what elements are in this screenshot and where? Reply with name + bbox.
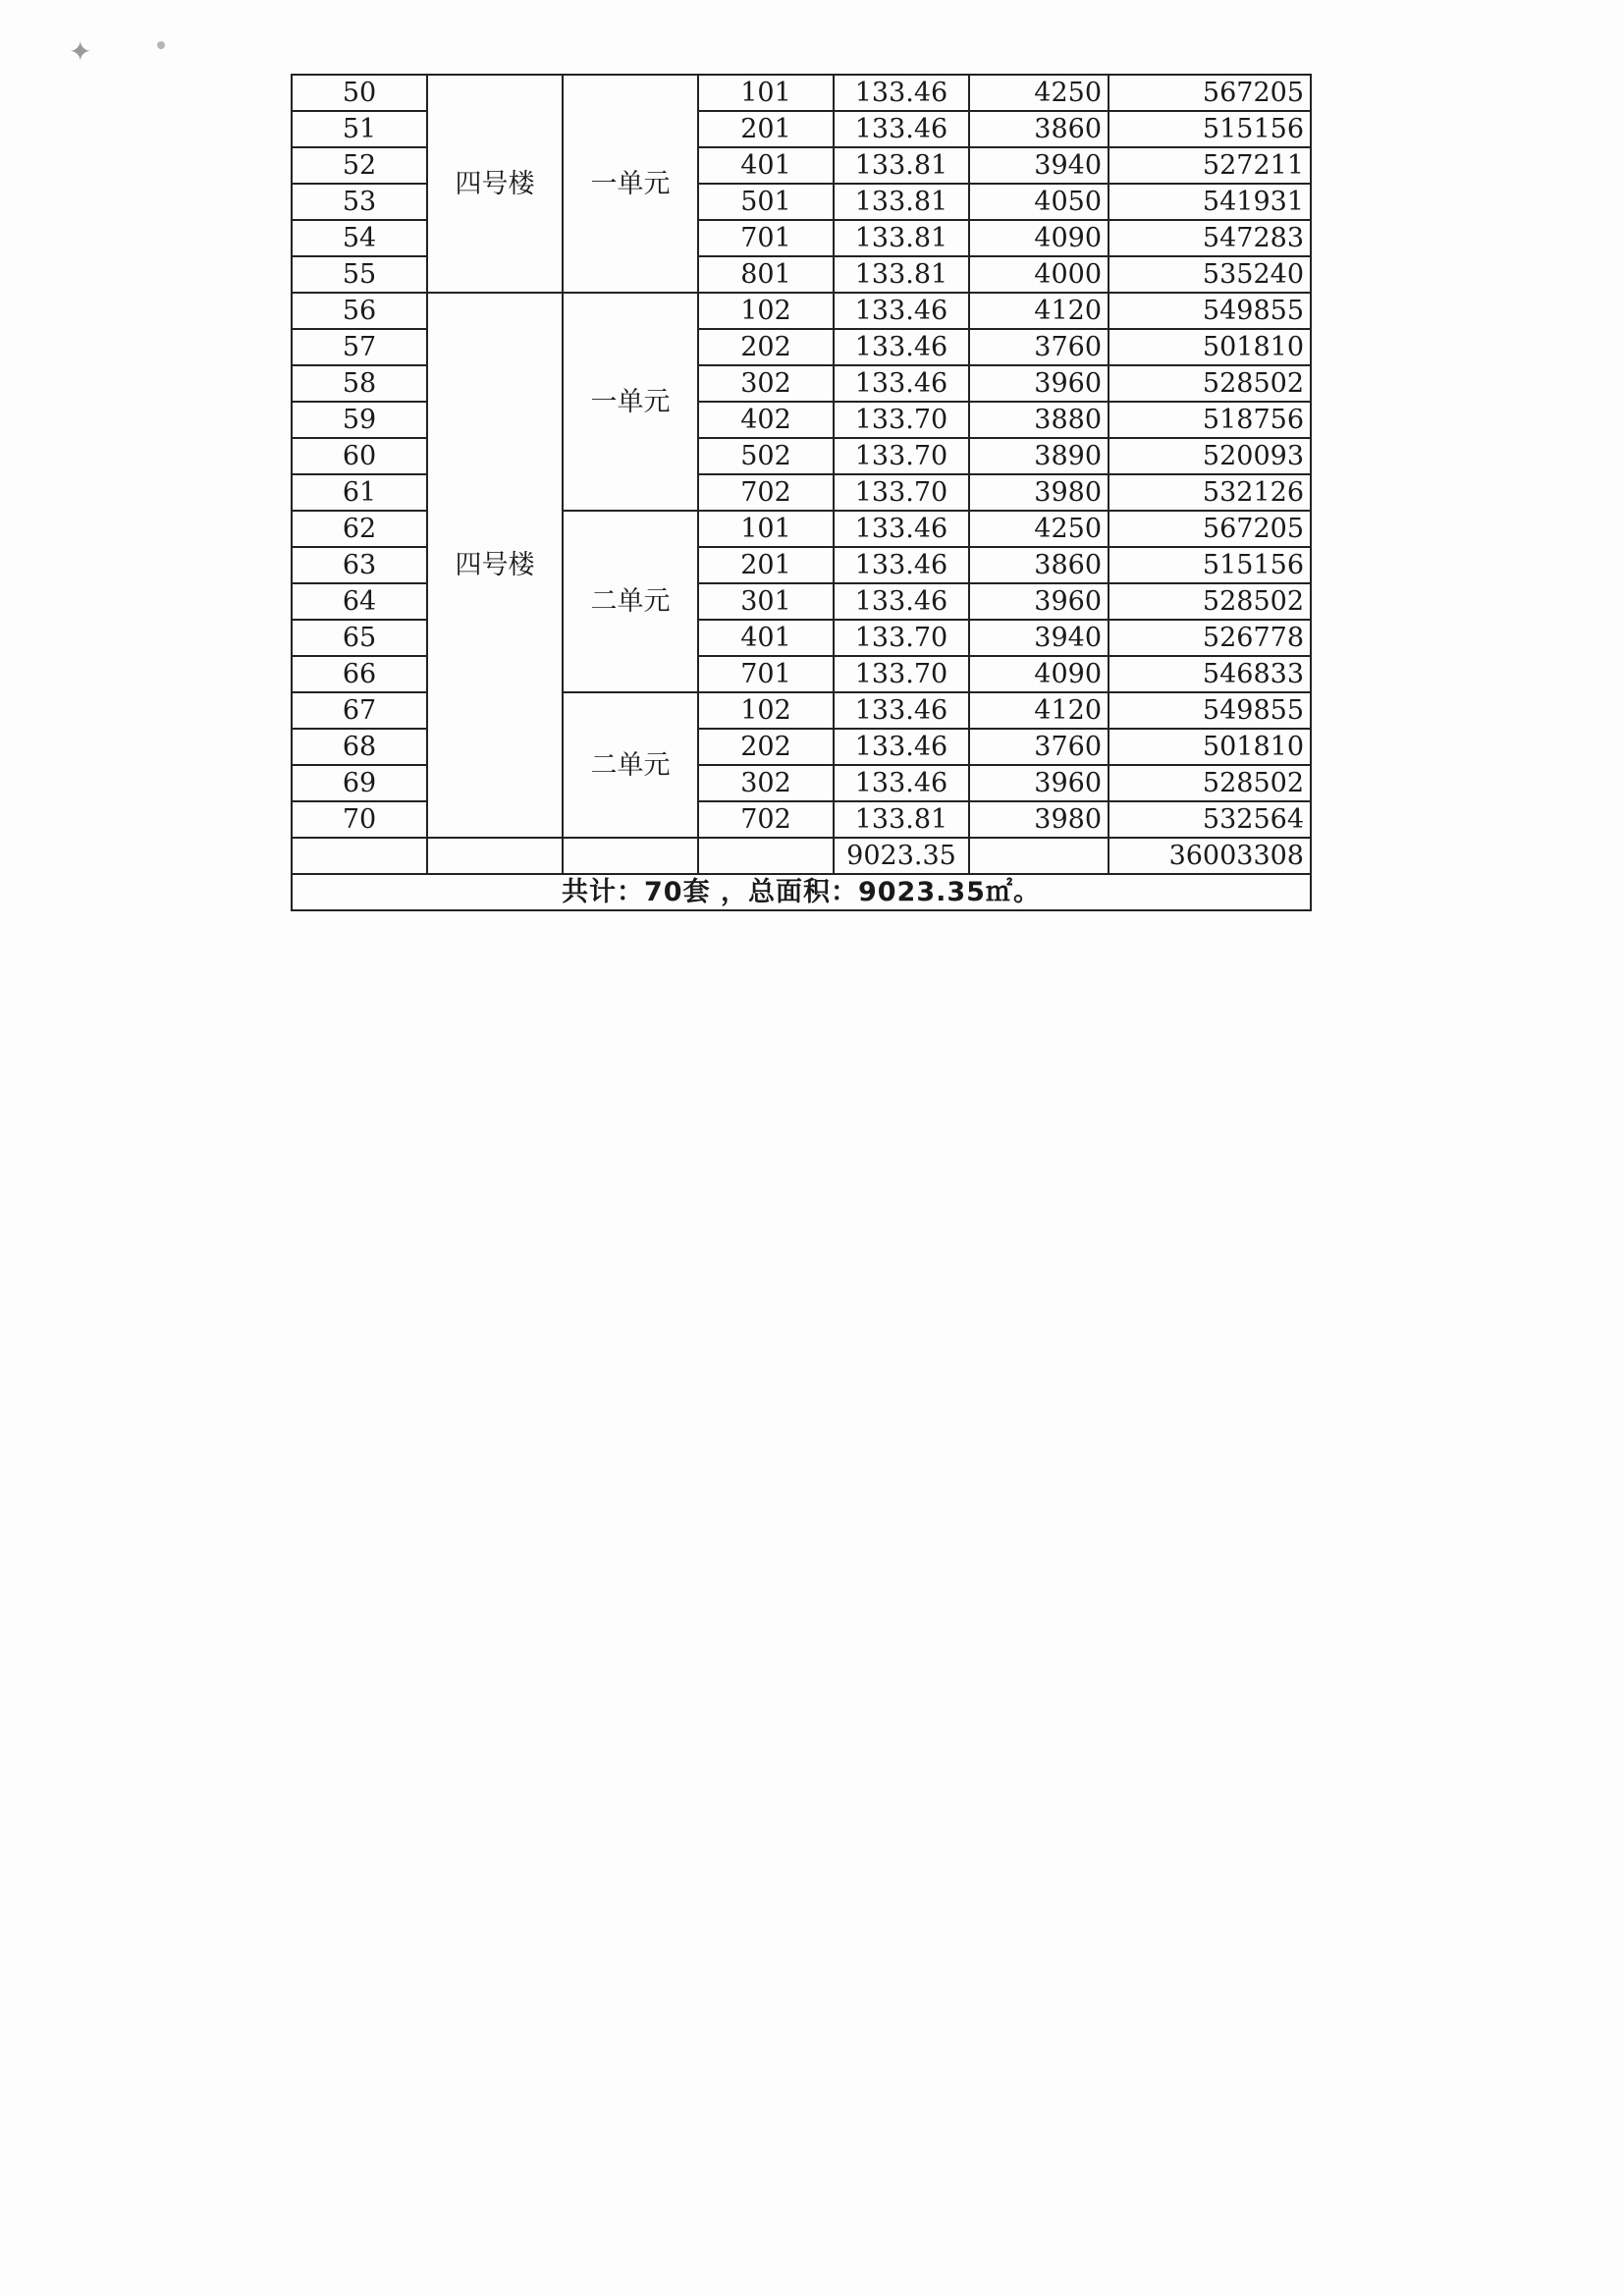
room-number-cell: 702 — [698, 474, 834, 511]
sum-area-cell: 9023.35 — [834, 838, 969, 874]
row-index-cell: 68 — [292, 729, 427, 765]
row-index-cell: 67 — [292, 692, 427, 729]
unit-price-cell: 4250 — [969, 75, 1109, 111]
row-index-cell: 56 — [292, 293, 427, 329]
area-cell: 133.46 — [834, 293, 969, 329]
unit-price-cell: 3860 — [969, 547, 1109, 583]
area-cell: 133.46 — [834, 547, 969, 583]
room-number-cell: 402 — [698, 402, 834, 438]
area-cell: 133.46 — [834, 729, 969, 765]
room-number-cell: 401 — [698, 147, 834, 184]
room-number-cell: 201 — [698, 547, 834, 583]
unit-price-cell: 3980 — [969, 474, 1109, 511]
area-cell: 133.81 — [834, 184, 969, 220]
scan-dot-icon — [157, 41, 165, 49]
total-price-cell: 549855 — [1109, 293, 1311, 329]
total-price-cell: 518756 — [1109, 402, 1311, 438]
area-cell: 133.46 — [834, 765, 969, 801]
room-number-cell: 101 — [698, 511, 834, 547]
unit-price-cell: 3880 — [969, 402, 1109, 438]
unit-price-cell: 4120 — [969, 293, 1109, 329]
building-cell: 四号楼 — [427, 293, 563, 838]
empty-cell — [969, 838, 1109, 874]
area-cell: 133.70 — [834, 656, 969, 692]
room-number-cell: 301 — [698, 583, 834, 620]
row-index-cell: 55 — [292, 256, 427, 293]
total-price-cell: 567205 — [1109, 75, 1311, 111]
unit-price-cell: 3940 — [969, 620, 1109, 656]
area-cell: 133.70 — [834, 474, 969, 511]
unit-price-cell: 3960 — [969, 365, 1109, 402]
total-price-cell: 549855 — [1109, 692, 1311, 729]
unit-price-cell: 3760 — [969, 329, 1109, 365]
room-number-cell: 102 — [698, 293, 834, 329]
empty-cell — [292, 838, 427, 874]
room-number-cell: 501 — [698, 184, 834, 220]
unit-price-cell: 4250 — [969, 511, 1109, 547]
empty-cell — [427, 838, 563, 874]
unit-price-cell: 3960 — [969, 583, 1109, 620]
area-cell: 133.70 — [834, 438, 969, 474]
summary-text: 共计：70套 ，总面积：9023.35㎡。 — [292, 874, 1311, 910]
unit-price-cell: 4090 — [969, 656, 1109, 692]
total-price-cell: 546833 — [1109, 656, 1311, 692]
room-number-cell: 302 — [698, 765, 834, 801]
row-index-cell: 64 — [292, 583, 427, 620]
total-price-cell: 520093 — [1109, 438, 1311, 474]
unit-price-cell: 3860 — [969, 111, 1109, 147]
area-cell: 133.81 — [834, 256, 969, 293]
total-price-cell: 501810 — [1109, 729, 1311, 765]
row-index-cell: 51 — [292, 111, 427, 147]
scan-artifact-icon: ✦ — [69, 35, 92, 68]
unit-price-cell: 4050 — [969, 184, 1109, 220]
area-cell: 133.46 — [834, 583, 969, 620]
unit-price-cell: 3980 — [969, 801, 1109, 838]
row-index-cell: 62 — [292, 511, 427, 547]
row-index-cell: 53 — [292, 184, 427, 220]
unit-price-cell: 3760 — [969, 729, 1109, 765]
total-price-cell: 547283 — [1109, 220, 1311, 256]
area-cell: 133.46 — [834, 75, 969, 111]
row-index-cell: 54 — [292, 220, 427, 256]
room-number-cell: 701 — [698, 220, 834, 256]
row-index-cell: 69 — [292, 765, 427, 801]
unit-price-cell: 3960 — [969, 765, 1109, 801]
total-price-cell: 515156 — [1109, 547, 1311, 583]
summary-row — [292, 874, 1311, 910]
room-number-cell: 502 — [698, 438, 834, 474]
row-index-cell: 59 — [292, 402, 427, 438]
row-index-cell: 65 — [292, 620, 427, 656]
sum-row — [292, 838, 1311, 874]
room-number-cell: 801 — [698, 256, 834, 293]
empty-cell — [698, 838, 834, 874]
area-cell: 133.81 — [834, 147, 969, 184]
room-number-cell: 401 — [698, 620, 834, 656]
total-price-cell: 532126 — [1109, 474, 1311, 511]
row-index-cell: 50 — [292, 75, 427, 111]
room-number-cell: 702 — [698, 801, 834, 838]
unit-cell: 二单元 — [563, 511, 698, 692]
area-cell: 133.46 — [834, 111, 969, 147]
room-number-cell: 101 — [698, 75, 834, 111]
area-cell: 133.46 — [834, 692, 969, 729]
unit-price-cell: 3890 — [969, 438, 1109, 474]
row-index-cell: 58 — [292, 365, 427, 402]
table-row — [292, 75, 1311, 111]
total-price-cell: 526778 — [1109, 620, 1311, 656]
total-price-cell: 541931 — [1109, 184, 1311, 220]
unit-cell: 一单元 — [563, 293, 698, 511]
area-cell: 133.46 — [834, 365, 969, 402]
room-number-cell: 302 — [698, 365, 834, 402]
area-cell: 133.81 — [834, 220, 969, 256]
area-cell: 133.46 — [834, 329, 969, 365]
row-index-cell: 57 — [292, 329, 427, 365]
unit-price-cell: 3940 — [969, 147, 1109, 184]
area-cell: 133.70 — [834, 402, 969, 438]
unit-price-cell: 4000 — [969, 256, 1109, 293]
row-index-cell: 52 — [292, 147, 427, 184]
unit-price-cell: 4090 — [969, 220, 1109, 256]
unit-price-cell: 4120 — [969, 692, 1109, 729]
unit-cell: 二单元 — [563, 692, 698, 838]
room-number-cell: 202 — [698, 329, 834, 365]
sum-total-cell: 36003308 — [1109, 838, 1311, 874]
row-index-cell: 63 — [292, 547, 427, 583]
row-index-cell: 66 — [292, 656, 427, 692]
area-cell: 133.46 — [834, 511, 969, 547]
unit-cell: 一单元 — [563, 75, 698, 293]
row-index-cell: 61 — [292, 474, 427, 511]
total-price-cell: 567205 — [1109, 511, 1311, 547]
total-price-cell: 532564 — [1109, 801, 1311, 838]
area-cell: 133.81 — [834, 801, 969, 838]
room-number-cell: 701 — [698, 656, 834, 692]
building-cell: 四号楼 — [427, 75, 563, 293]
table-row — [292, 293, 1311, 329]
total-price-cell: 528502 — [1109, 365, 1311, 402]
total-price-cell: 535240 — [1109, 256, 1311, 293]
area-cell: 133.70 — [834, 620, 969, 656]
total-price-cell: 528502 — [1109, 765, 1311, 801]
total-price-cell: 501810 — [1109, 329, 1311, 365]
housing-price-table — [291, 74, 1312, 911]
row-index-cell: 60 — [292, 438, 427, 474]
total-price-cell: 527211 — [1109, 147, 1311, 184]
empty-cell — [563, 838, 698, 874]
room-number-cell: 102 — [698, 692, 834, 729]
row-index-cell: 70 — [292, 801, 427, 838]
total-price-cell: 528502 — [1109, 583, 1311, 620]
room-number-cell: 202 — [698, 729, 834, 765]
room-number-cell: 201 — [698, 111, 834, 147]
total-price-cell: 515156 — [1109, 111, 1311, 147]
